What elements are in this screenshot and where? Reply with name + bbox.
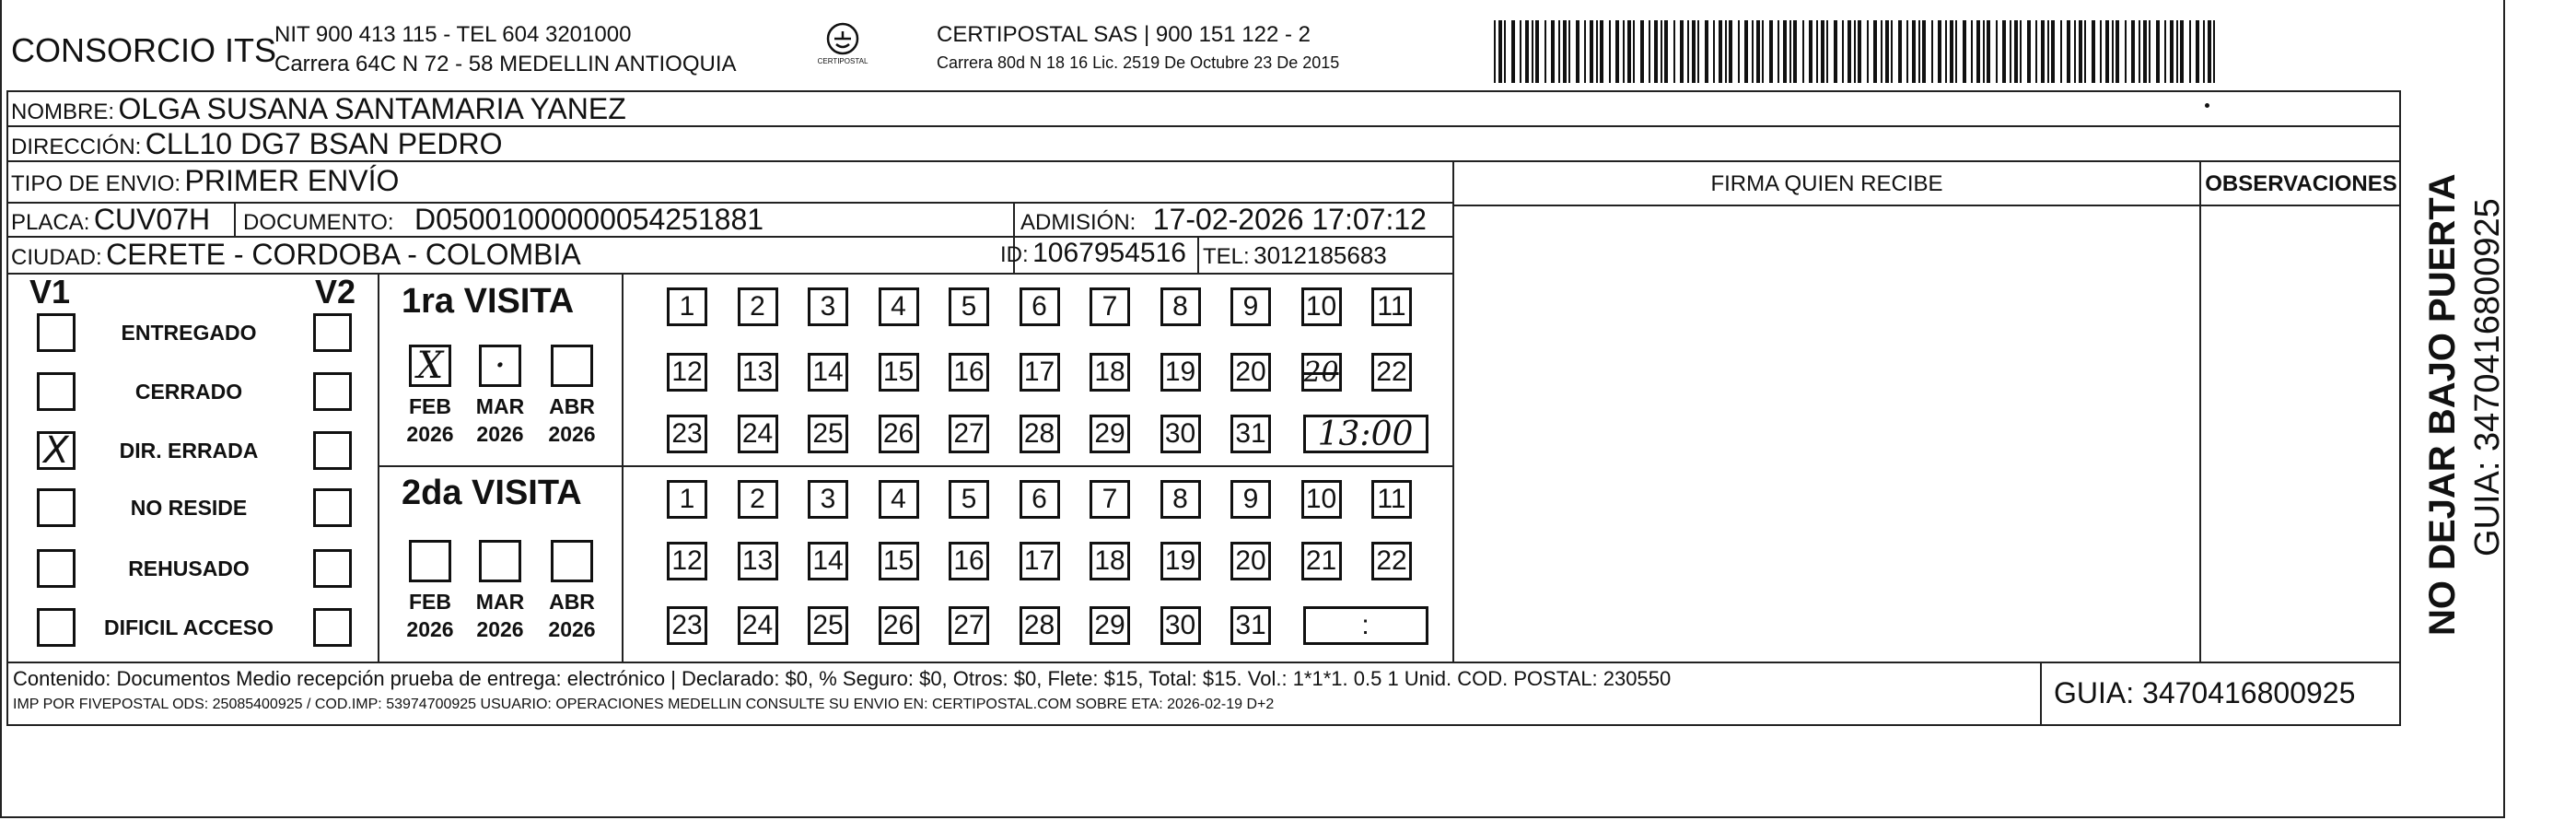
day-box[interactable]: 1 [667,287,707,326]
footer-print-info: IMP POR FIVEPOSTAL ODS: 25085400925 / COD.IMP: 53974700925 USUARIO: OPERACIONES MEDELLIN CONSULTE SU ENVIO EN: CERTIPOSTAL.COM SOBRE ETA: 2026-02-19 D+2 [13,697,1275,712]
day-box[interactable]: 19 [1160,542,1201,580]
logo-text: CERTIPOSTAL [817,57,868,65]
certipostal-info: CERTIPOSTAL SAS | 900 151 122 - 2 [937,22,1311,47]
day-box[interactable]: 11 [1371,287,1412,326]
day-box[interactable]: 12 [667,353,707,392]
v1-checkbox[interactable]: X [37,431,76,470]
day-box[interactable]: 18 [1090,542,1130,580]
day-box[interactable]: 9 [1230,287,1271,326]
month-name: FEB [409,590,451,614]
documento-label: DOCUMENTO: [243,210,394,235]
day-box[interactable]: 7 [1090,480,1130,519]
month-year: 2026 [406,422,454,446]
day-box[interactable]: 22 [1371,542,1412,580]
day-box[interactable]: 18 [1090,353,1130,392]
direccion-row [11,127,503,161]
day-box[interactable]: 16 [949,353,989,392]
row-divider [6,273,1452,275]
day-box[interactable]: 20 [1230,353,1271,392]
day-box[interactable]: 10 [1301,480,1342,519]
day-box[interactable]: 6 [1020,287,1060,326]
col-divider [378,273,379,662]
day-box[interactable]: 27 [949,606,989,645]
day-box[interactable]: 17 [1020,542,1060,580]
status-label: CERRADO [134,380,243,404]
month-name: ABR [549,394,595,418]
day-box[interactable]: 27 [949,415,989,453]
id-label: ID: [1000,242,1029,267]
day-box[interactable]: 12 [667,542,707,580]
day-box[interactable]: 20 [1230,542,1271,580]
month-checkbox[interactable] [409,540,451,582]
day-box[interactable]: 20 [1301,353,1342,392]
tipo-value: PRIMER ENVÍO [184,164,400,197]
documento-value: D05001000000054251881 [414,203,764,236]
day-box[interactable]: 28 [1020,606,1060,645]
day-box[interactable]: 3 [808,480,848,519]
day-box[interactable]: 29 [1090,415,1130,453]
col-divider [2199,160,2201,662]
tipo-row [11,164,399,198]
direccion-label: DIRECCIÓN: [11,135,142,159]
v1-checkbox[interactable] [37,372,76,411]
nombre-row [11,92,626,126]
time-box[interactable]: : [1303,606,1428,645]
day-box[interactable]: 19 [1160,353,1201,392]
day-box[interactable]: 14 [808,542,848,580]
month-checkbox[interactable] [551,540,593,582]
day-box[interactable]: 4 [879,480,919,519]
v2-checkbox[interactable] [313,431,352,470]
ciudad-value: CERETE - CORDOBA - COLOMBIA [106,238,581,271]
day-box[interactable]: 13 [738,353,778,392]
day-box[interactable]: 28 [1020,415,1060,453]
day-box[interactable]: 30 [1160,415,1201,453]
status-label: ENTREGADO [121,321,257,345]
month-name: MAR [475,590,525,614]
day-box[interactable]: 5 [949,287,989,326]
day-box[interactable]: 2 [738,287,778,326]
day-box[interactable]: 29 [1090,606,1130,645]
visit-divider [378,465,1452,467]
day-box[interactable]: 24 [738,606,778,645]
company-name: CONSORCIO ITS [11,31,277,69]
day-box[interactable]: 23 [667,606,707,645]
day-box[interactable]: 22 [1371,353,1412,392]
v2-checkbox[interactable] [313,372,352,411]
v1-label: V1 [29,273,71,310]
v1-checkbox[interactable] [37,549,76,588]
status-label: NO RESIDE [130,496,248,520]
time-box[interactable]: 13:00 [1303,415,1428,453]
status-label: DIR. ERRADA [119,439,259,463]
v2-checkbox[interactable] [313,549,352,588]
day-box[interactable]: 26 [879,606,919,645]
col-divider [234,202,236,236]
status-label: REHUSADO [128,556,250,580]
day-box[interactable]: 1 [667,480,707,519]
nombre-label: NOMBRE: [11,100,115,124]
visit1-title: 1ra VISITA [402,282,575,321]
day-box[interactable]: 17 [1020,353,1060,392]
month-checkbox[interactable]: · [479,345,521,387]
day-box[interactable]: 9 [1230,480,1271,519]
row-divider [6,662,2401,663]
tel-row [1203,241,1387,270]
v2-checkbox[interactable] [313,608,352,647]
day-box[interactable]: 2 [738,480,778,519]
row-divider [1452,205,2401,206]
col-divider [2040,662,2042,726]
v1-checkbox[interactable] [37,488,76,527]
month-year: 2026 [548,422,596,446]
observaciones-header: OBSERVACIONES [2205,171,2397,196]
documento-row [243,203,763,237]
month-year: 2026 [406,617,454,641]
ciudad-label: CIUDAD: [11,245,102,270]
month-name: ABR [549,590,595,614]
firma-header: FIRMA QUIEN RECIBE [1710,171,1943,196]
id-value: 1067954516 [1032,238,1186,268]
day-box[interactable]: 15 [879,542,919,580]
certipostal-license: Carrera 80d N 18 16 Lic. 2519 De Octubre 23 De 2015 [937,53,1340,72]
day-box[interactable]: 13 [738,542,778,580]
day-box[interactable]: 7 [1090,287,1130,326]
day-box[interactable]: 30 [1160,606,1201,645]
admision-value: 17-02-2026 17:07:12 [1152,203,1427,236]
v2-checkbox[interactable] [313,488,352,527]
day-box[interactable]: 8 [1160,480,1201,519]
company-nit: NIT 900 413 115 - TEL 604 3201000 [274,22,632,47]
day-box[interactable]: 24 [738,415,778,453]
company-address: Carrera 64C N 72 - 58 MEDELLIN ANTIOQUIA [274,52,737,76]
day-box[interactable]: 14 [808,353,848,392]
tel-value: 3012185683 [1253,241,1387,269]
ciudad-row [11,238,581,272]
month-year: 2026 [476,422,524,446]
footer-guia: GUIA: 3470416800925 [2054,676,2356,709]
col-divider [622,273,624,662]
admision-label: ADMISIÓN: [1020,210,1136,235]
v1-checkbox[interactable] [37,313,76,352]
day-box[interactable]: 23 [667,415,707,453]
visit2-title: 2da VISITA [402,474,582,512]
tipo-label: TIPO DE ENVIO: [11,171,181,196]
dot-mark [2205,103,2209,108]
tel-label: TEL: [1203,244,1250,269]
placa-value: CUV07H [93,203,211,236]
day-box[interactable]: 25 [808,606,848,645]
day-box[interactable]: 8 [1160,287,1201,326]
day-box[interactable]: 21 [1301,542,1342,580]
day-box[interactable]: 31 [1230,415,1271,453]
v2-checkbox[interactable] [313,313,352,352]
side-guia: GUIA: 3470416800925 [2468,198,2507,556]
placa-label: PLACA: [11,210,90,235]
v2-label: V2 [315,273,356,310]
direccion-value: CLL10 DG7 BSAN PEDRO [145,127,503,160]
month-checkbox[interactable]: X [409,345,451,387]
day-box[interactable]: 16 [949,542,989,580]
month-checkbox[interactable] [551,345,593,387]
month-name: MAR [475,394,525,418]
day-box[interactable]: 10 [1301,287,1342,326]
footer-contents: Contenido: Documentos Medio recepción prueba de entrega: electrónico | Declarado: $0, % Seguro: $0, Otros: $0, Flete: $15, Total: $15. Vol.: 1*1*1. 0.5 1 Unid. COD. POSTAL: 230550 [13,667,1672,690]
v1-checkbox[interactable] [37,608,76,647]
id-row [1000,238,1186,269]
col-divider [1197,236,1199,273]
side-warning: NO DEJAR BAJO PUERTA [2422,173,2463,636]
day-box[interactable]: 25 [808,415,848,453]
admision-row [1020,203,1427,237]
status-label: DIFICIL ACCESO [103,615,274,639]
day-box[interactable]: 11 [1371,480,1412,519]
day-box[interactable]: 4 [879,287,919,326]
month-year: 2026 [548,617,596,641]
month-checkbox[interactable] [479,540,521,582]
col-divider [1452,160,1454,662]
day-box[interactable]: 6 [1020,480,1060,519]
day-box[interactable]: 15 [879,353,919,392]
day-box[interactable]: 31 [1230,606,1271,645]
month-year: 2026 [476,617,524,641]
month-name: FEB [409,394,451,418]
day-box[interactable]: 3 [808,287,848,326]
placa-row [11,203,210,237]
nombre-value: OLGA SUSANA SANTAMARIA YANEZ [118,92,626,125]
day-box[interactable]: 5 [949,480,989,519]
day-box[interactable]: 26 [879,415,919,453]
